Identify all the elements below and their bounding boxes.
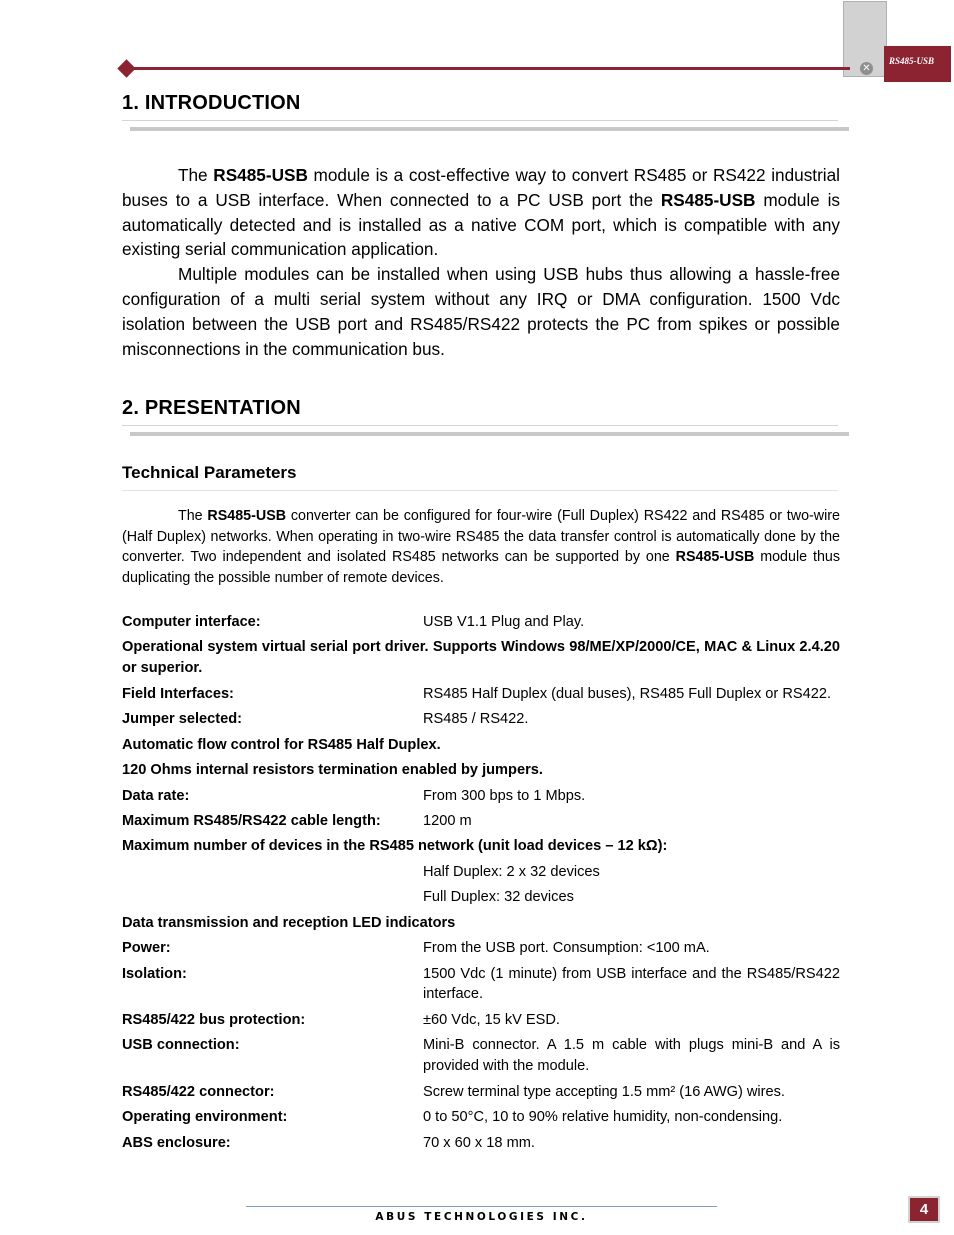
spec-label: USB connection: [122,1037,240,1054]
spec-value: Screw terminal type accepting 1.5 mm² (16 AWG) wires. [423,1083,785,1100]
spec-row [122,913,840,934]
spec-row [122,836,840,857]
introduction-paragraph-1 [122,163,840,262]
spec-value: Full Duplex: 32 devices [423,889,574,906]
text-run: The [178,508,208,524]
product-name: RS485-USB [660,189,756,210]
spec-label: Maximum RS485/RS422 cable length: [122,812,381,829]
subsection-title-technical-parameters: Technical Parameters [122,463,297,482]
spec-value: 0 to 50°C, 10 to 90% relative humidity, non-condensing. [423,1109,783,1126]
spec-label: Data transmission and reception LED indicators [122,914,456,931]
spec-row [122,1082,840,1103]
spec-value: RS485 / RS422. [423,711,529,728]
spec-value: RS485 Half Duplex (dual buses), RS485 Full Duplex or RS422. [423,685,832,702]
product-name: RS485-USB [207,508,287,524]
spec-row [122,786,840,807]
presentation-body [122,506,840,588]
spec-value: 70 x 60 x 18 mm. [423,1134,535,1151]
product-name: RS485-USB [213,165,308,185]
spec-label: Data rate: [122,787,190,804]
spec-label: Jumper selected: [122,711,243,728]
spec-label [122,887,423,908]
spec-value: From the USB port. Consumption: <100 mA. [423,940,710,957]
page-number: 4 [908,1196,940,1223]
presentation-paragraph [122,506,840,588]
header-doc-label: RS485-USB [884,46,951,82]
spec-row [122,637,840,678]
text-run: module is a cost-effective way to convert RS485 or RS422 industrial buses to a USB interface. When connected to a PC USB port the [122,165,840,210]
spec-table [122,612,840,1158]
spec-label: ABS enclosure: [122,1134,231,1151]
spec-value: From 300 bps to 1 Mbps. [423,787,586,804]
section-title-presentation: 2. PRESENTATION [122,397,301,419]
spec-value: ±60 Vdc, 15 kV ESD. [423,1011,560,1028]
section-rule-thin [122,425,838,426]
spec-label: Computer interface: [122,614,261,630]
spec-label [122,862,423,883]
section-title-introduction: 1. INTRODUCTION [122,92,301,114]
spec-row [122,938,840,959]
spec-row [122,1107,840,1128]
spec-label: Maximum number of devices in the RS485 network (unit load devices – 12 kΩ): [122,838,668,855]
spec-row [122,887,840,908]
text-run: The [178,165,214,185]
spec-value: Mini-B connector. A 1.5 m cable with plugs mini-B and A is provided with the module. [423,1037,840,1075]
product-name: RS485-USB [675,549,755,566]
spec-label: Operating environment: [122,1109,288,1126]
spec-value: USB V1.1 Plug and Play. [423,614,585,630]
spec-label: 120 Ohms internal resistors termination enabled by jumpers. [122,762,543,779]
spec-row [122,1010,840,1031]
spec-row [122,612,840,633]
spec-row [122,811,840,832]
spec-row [122,862,840,883]
spec-label: RS485/422 connector: [122,1083,275,1100]
text-run: module thus duplicating the possible number of remote devices. [122,549,840,586]
spec-label: Isolation: [122,965,187,982]
spec-value: 1200 m [423,812,472,829]
section-rule-thick [130,432,849,436]
footer-company: ABUS TECHNOLOGIES INC. [375,1211,588,1223]
header-rule [124,67,850,70]
footer-rule [246,1206,717,1207]
spec-value: Half Duplex: 2 x 32 devices [423,863,600,880]
introduction-body [122,163,840,361]
spec-row [122,709,840,730]
section-rule-thin [122,120,838,121]
spec-row [122,964,840,1005]
spec-row [122,1133,840,1154]
spec-label: RS485/422 bus protection: [122,1011,306,1028]
text-run: module is automatically detected and is installed as a native COM port, which is compatible with any existing serial communication application. [122,189,840,260]
spec-row [122,760,840,781]
spec-row [122,735,840,756]
spec-row [122,1035,840,1076]
spec-label: Field Interfaces: [122,685,234,702]
spec-label: Operational system virtual serial port driver. Supports Windows 98/ME/XP/2000/CE, MAC & Linux 2.4.20 or superior. [122,639,840,677]
header-diamond-icon [117,59,135,77]
section-rule-thick [130,127,849,131]
spec-value: 1500 Vdc (1 minute) from USB interface and the RS485/RS422 interface. [423,965,840,1003]
text-run: converter can be configured for four-wire (Full Duplex) RS422 and RS485 or two-wire (Half Duplex) networks. When operating in two-wire RS485 the data transfer control is automatically done by the converter. Two independent and isolated RS485 networks can be supported by one [122,508,841,566]
subsection-rule [122,490,838,491]
close-circle-icon: ✕ [860,62,873,75]
introduction-paragraph-2: Multiple modules can be installed when using USB hubs thus allowing a hassle-free configuration of a multi serial system without any IRQ or DMA configuration. 1500 Vdc isolation between the USB port and RS485/RS422 protects the PC from spikes or possible misconnections in the communication bus. [122,264,840,359]
spec-label: Power: [122,940,171,957]
spec-row [122,684,840,705]
spec-label: Automatic flow control for RS485 Half Duplex. [122,736,441,753]
